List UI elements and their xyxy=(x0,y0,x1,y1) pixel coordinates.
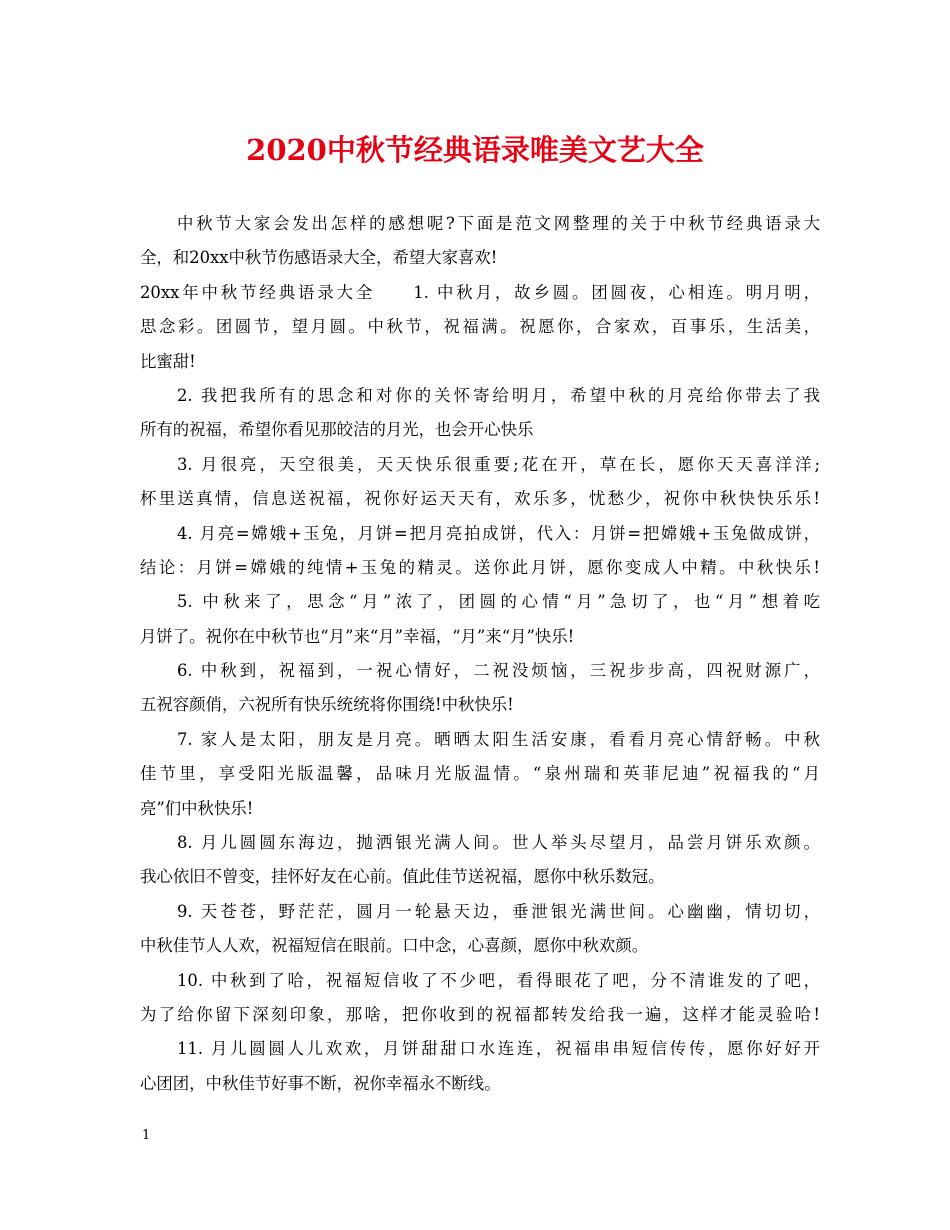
text-line: 比蜜甜! xyxy=(140,351,196,371)
text-line: 五祝容颜俏，六祝所有快乐统统将你围绕!中秋快乐! xyxy=(140,695,514,715)
text-line: 中秋节大家会发出怎样的感想呢?下面是范文网整理的关于中秋节经典语录大 xyxy=(177,214,820,233)
text-line: 2. 我把我所有的思念和对你的关怀寄给明月，希望中秋的月亮给你带去了我 xyxy=(177,385,820,405)
text-line: 6. 中秋到，祝福到，一祝心情好，二祝没烦恼，三祝步步高，四祝财源广， xyxy=(177,661,820,681)
text-line: 7. 家人是太阳，朋友是月亮。晒晒太阳生活安康，看看月亮心情舒畅。中秋 xyxy=(177,729,820,749)
text-line: 杯里送真情，信息送祝福，祝你好运天天有，欢乐多，忧愁少，祝你中秋快快乐乐! xyxy=(140,489,820,509)
text-line: 4. 月亮=嫦娥+玉兔，月饼=把月亮拍成饼，代入：月饼=把嫦娥+玉兔做成饼， xyxy=(177,523,820,543)
list-item-text: 1. 中秋月，故乡圆。团圆夜，心相连。明月明， xyxy=(413,282,820,302)
text-line: 全，和20xx中秋节伤感语录大全，希望大家喜欢! xyxy=(140,248,498,268)
text-line: 9. 天苍苍，野茫茫，圆月一轮悬天边，垂泄银光满世间。心幽幽，情切切， xyxy=(177,901,820,921)
page-number: 1 xyxy=(142,1128,151,1143)
text-line: 5. 中秋来了，思念“月”浓了，团圆的心情“月”急切了，也“月”想着吃 xyxy=(177,592,820,612)
text-line: 3. 月很亮，天空很美，天天快乐很重要;花在开，草在长，愿你天天喜洋洋; xyxy=(177,454,820,474)
text-line xyxy=(140,276,820,310)
text-line: 所有的祝福，希望你看见那皎洁的月光，也会开心快乐 xyxy=(140,420,534,440)
text-line: 为了给你留下深刻印象，那啥，把你收到的祝福都转发给我一遍，这样才能灵验哈! xyxy=(140,1004,820,1024)
text-line: 思念彩。团圆节，望月圆。中秋节，祝福满。祝愿你，合家欢，百事乐，生活美， xyxy=(140,317,820,337)
text-line: 10. 中秋到了哈，祝福短信收了不少吧，看得眼花了吧，分不清谁发的了吧， xyxy=(177,970,820,990)
section-heading: 20xx年中秋节经典语录大全 xyxy=(140,282,376,302)
text-line: 心团团，中秋佳节好事不断，祝你幸福永不断线。 xyxy=(140,1073,501,1093)
document-body xyxy=(140,207,820,1101)
text-line: 亮”们中秋快乐! xyxy=(140,798,254,818)
text-line: 我心依旧不曾变，挂怀好友在心前。值此佳节送祝福，愿你中秋乐数冠。 xyxy=(140,867,665,887)
text-line: 中秋佳节人人欢，祝福短信在眼前。口中念，心喜颜，愿你中秋欢颜。 xyxy=(140,936,649,956)
text-line: 11. 月儿圆圆人儿欢欢，月饼甜甜口水连连，祝福串串短信传传，愿你好好开 xyxy=(177,1039,820,1059)
page-title: 2020中秋节经典语录唯美文艺大全 xyxy=(246,133,704,167)
text-line: 结论：月饼=嫦娥的纯情+玉兔的精灵。送你此月饼，愿你变成人中精。中秋快乐! xyxy=(140,557,820,577)
text-line: 佳节里，享受阳光版温馨，品味月光版温情。“泉州瑞和英菲尼迪”祝福我的“月 xyxy=(140,764,820,784)
text-line: 月饼了。祝你在中秋节也“月”来“月”幸福，“月”来“月”快乐! xyxy=(140,626,575,646)
text-line: 8. 月儿圆圆东海边，抛洒银光满人间。世人举头尽望月，品尝月饼乐欢颜。 xyxy=(177,833,820,853)
